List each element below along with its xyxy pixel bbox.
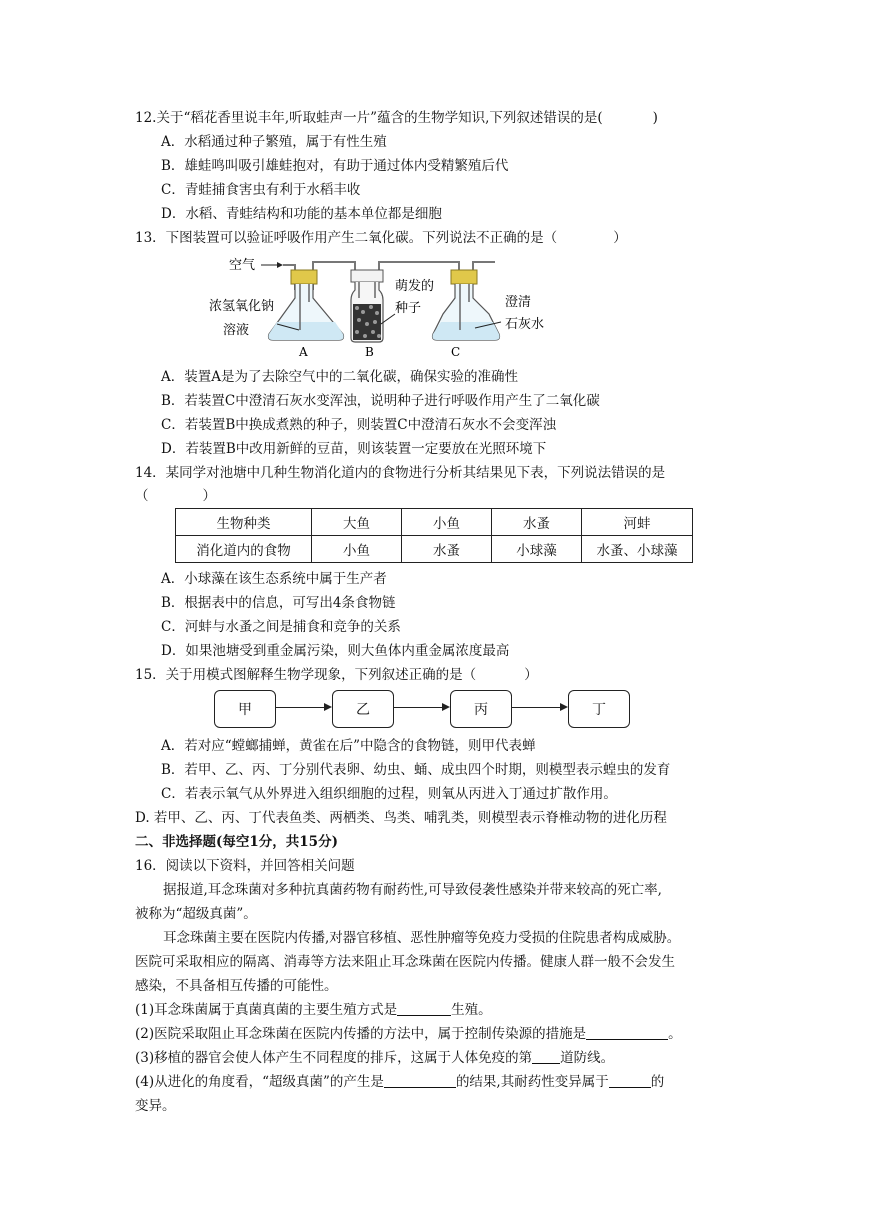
q12-option-c: C．青蛙捕食害虫有利于水稻丰收 [161, 182, 361, 198]
seeds-label-1: 萌发的 [395, 279, 435, 294]
chain-arrow [512, 707, 566, 708]
q16-paragraph-1-line-1: 据报道,耳念珠菌对多种抗真菌药物有耐药性,可导致侵袭性感染并带来较高的死亡率, [163, 882, 662, 898]
air-label: 空气 [229, 258, 256, 273]
q16-paragraph-2-line-1: 耳念珠菌主要在医院内传播,对器官移植、恶性肿瘤等免疫力受损的住院患者构成威胁。 [163, 930, 681, 946]
q15-stem: 15．关于用模式图解释生物学现象，下列叙述正确的是（ ） [135, 667, 538, 683]
table-cell: 小球藻 [492, 536, 582, 563]
q13-stem: 13．下图装置可以验证呼吸作用产生二氧化碳。下列说法不正确的是（ ） [135, 230, 627, 246]
q15-option-d: D. 若甲、乙、丙、丁代表鱼类、两栖类、鸟类、哺乳类，则模型表示脊椎动物的进化历程 [135, 810, 667, 826]
chain-box-yi: 乙 [332, 690, 394, 728]
q16-paragraph-2-line-3: 感染，不具备相互传播的可能性。 [135, 978, 338, 994]
q14-option-c: C．河蚌与水蚤之间是捕食和竞争的关系 [161, 619, 401, 635]
q12-option-d: D．水稻、青蛙结构和功能的基本单位都是细胞 [161, 206, 442, 222]
q16-subquestion-1: (1)耳念珠菌属于真菌真菌的主要生殖方式是 生殖。 [135, 1002, 492, 1018]
q16-subquestion-3: (3)移植的器官会使人体产生不同程度的排斥，这属于人体免疫的第 道防线。 [135, 1050, 615, 1066]
q16-subquestion-4-line-2: 变异。 [135, 1098, 176, 1114]
label-a: A [299, 345, 308, 359]
seeds-label-2: 种子 [395, 301, 422, 316]
q13-option-b: B．若装置C中澄清石灰水变浑浊，说明种子进行呼吸作用产生了二氧化碳 [161, 393, 600, 409]
q12-stem: 12.关于“稻花香里说丰年,听取蛙声一片”蕴含的生物学知识,下列叙述错误的是( ) [135, 110, 658, 126]
chain-box-ding: 丁 [568, 690, 630, 728]
q14-stem: 14．某同学对池塘中几种生物消化道内的食物进行分析其结果见下表，下列说法错误的是 [135, 465, 666, 481]
q16-paragraph-1-line-2: 被称为“超级真菌”。 [135, 906, 257, 922]
chain-arrow [394, 707, 448, 708]
table-cell: 大鱼 [312, 509, 402, 536]
q14-answer-paren: （ ） [135, 488, 216, 504]
naoh-label: 浓氢氧化钠 [209, 299, 275, 314]
table-cell: 水蚤 [492, 509, 582, 536]
table-cell: 消化道内的食物 [176, 536, 312, 563]
label-b: B [365, 345, 374, 359]
answer-blank[interactable] [609, 1073, 651, 1088]
food-table [175, 508, 693, 563]
table-row [176, 509, 693, 536]
q13-option-d: D．若装置B中改用新鲜的豆苗，则该装置一定要放在光照环境下 [161, 441, 547, 457]
flask-c [433, 270, 500, 340]
q15-option-b: B．若甲、乙、丙、丁分别代表卵、幼虫、蛹、成虫四个时期，则模型表示蝗虫的发育 [161, 762, 671, 778]
table-cell: 小鱼 [312, 536, 402, 563]
answer-blank[interactable] [532, 1049, 560, 1064]
q12-option-b: B．雄蛙鸣叫吸引雄蛙抱对，有助于通过体内受精繁殖后代 [161, 158, 509, 174]
q15-option-a: A．若对应“螳螂捕蝉，黄雀在后”中隐含的食物链，则甲代表蝉 [161, 738, 536, 754]
flask-a [269, 270, 344, 340]
q12-option-a: A．水稻通过种子繁殖，属于有性生殖 [161, 134, 387, 150]
respiration-apparatus-figure [205, 250, 575, 362]
q14-option-d: D．如果池塘受到重金属污染，则大鱼体内重金属浓度最高 [161, 643, 510, 659]
q14-option-b: B．根据表中的信息，可写出4条食物链 [161, 595, 396, 611]
q16-subquestion-2: (2)医院采取阻止耳念珠菌在医院内传播的方法中，属于控制传染源的措施是 。 [135, 1026, 682, 1042]
chain-arrow [276, 707, 330, 708]
section-title: 二、非选择题(每空1分，共15分) [135, 834, 338, 850]
lime-label-2: 石灰水 [505, 317, 545, 332]
table-cell: 水蚤 [402, 536, 492, 563]
table-cell: 小鱼 [402, 509, 492, 536]
table-cell: 生物种类 [176, 509, 312, 536]
q16-subquestion-4: (4)从进化的角度看，“超级真菌”的产生是 的结果,其耐药性变异属于 的 [135, 1074, 665, 1090]
table-cell: 水蚤、小球藻 [582, 536, 693, 563]
chain-box-bing: 丙 [450, 690, 512, 728]
label-c: C [451, 345, 461, 359]
chain-box-jia: 甲 [214, 690, 276, 728]
q16-paragraph-2-line-2: 医院可采取相应的隔离、消毒等方法来阻止耳念珠菌在医院内传播。健康人群一般不会发生 [135, 954, 675, 970]
q15-option-c: C．若表示氧气从外界进入组织细胞的过程，则氧从丙进入丁通过扩散作用。 [161, 786, 617, 802]
q14-option-a: A．小球藻在该生态系统中属于生产者 [161, 571, 387, 587]
answer-blank[interactable] [586, 1025, 668, 1040]
q16-stem: 16．阅读以下资料，并回答相关问题 [135, 858, 355, 874]
q13-option-a: A．装置A是为了去除空气中的二氧化碳，确保实验的准确性 [161, 369, 518, 385]
solution-label: 溶液 [223, 323, 250, 338]
answer-blank[interactable] [397, 1001, 451, 1016]
table-cell: 河蚌 [582, 509, 693, 536]
bottle-b [351, 270, 383, 342]
table-row [176, 536, 693, 563]
answer-blank[interactable] [384, 1073, 456, 1088]
lime-label-1: 澄清 [505, 295, 532, 310]
q13-option-c: C．若装置B中换成煮熟的种子，则装置C中澄清石灰水不会变浑浊 [161, 417, 557, 433]
